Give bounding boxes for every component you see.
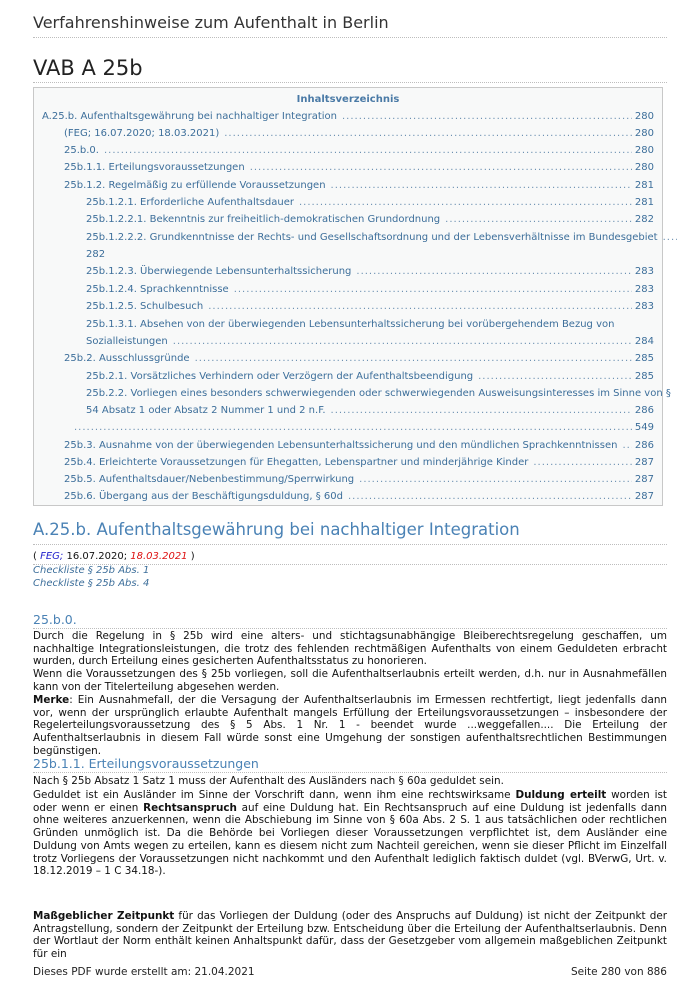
page-title: VAB A 25b — [33, 56, 143, 80]
checklist-link[interactable]: Checkliste § 25b Abs. 4 — [33, 578, 150, 589]
running-header: Verfahrenshinweise zum Aufenthalt in Berlin — [33, 13, 389, 32]
toc-entry[interactable]: 54 Absatz 1 oder Absatz 2 Nummer 1 und 2 n.F. ..... 286 — [86, 402, 654, 419]
toc-entry[interactable]: 25b.1.2.5. Schulbesuch ..... 283 — [86, 298, 654, 315]
paragraph: Wenn die Voraussetzungen des § 25b vorliegen, soll die Aufenthaltserlaubnis erteilt werden, d.h. nur in Ausnahmefällen kann von der Titelerteilung abgesehen werden. — [33, 668, 667, 693]
toc-entry[interactable]: 25b.4. Erleichterte Voraussetzungen für Ehegatten, Lebenspartner und minderjährige Kinder ..... 287 — [64, 454, 654, 471]
toc-entry[interactable]: 25b.1.2.1. Erforderliche Aufenthaltsdauer ..... 281 — [86, 194, 654, 211]
checklist-link[interactable]: Checkliste § 25b Abs. 1 — [33, 565, 150, 576]
footer-page-number: Seite 280 von 886 — [570, 966, 667, 978]
toc-entry[interactable]: 25b.1.1. Erteilungsvoraussetzungen ..... 280 — [64, 159, 654, 176]
toc-entry[interactable]: 25b.5. Aufenthaltsdauer/Nebenbestimmung/Sperrwirkung ..... 287 — [64, 471, 654, 488]
toc-entry[interactable]: 25b.1.3.1. Absehen von der überwiegenden Lebensunterhaltssicherung bei vorübergehendem Bezug von — [86, 319, 615, 330]
toc-entry[interactable]: (FEG; 16.07.2020; 18.03.2021) ..... 280 — [64, 125, 654, 142]
divider — [33, 628, 667, 629]
divider — [33, 37, 667, 38]
toc-entry[interactable]: Sozialleistungen ..... 284 — [86, 333, 654, 350]
toc-entry[interactable]: ..... 549 — [74, 419, 654, 436]
toc-entry[interactable]: 25b.1.2.4. Sprachkenntnisse ..... 283 — [86, 281, 654, 298]
toc-entry[interactable]: 25b.1.2.3. Überwiegende Lebensunterhaltssicherung ..... 283 — [86, 263, 654, 280]
subsection-heading: 25.b.0. — [33, 612, 77, 627]
toc-entry[interactable]: 25b.2. Ausschlussgründe ..... 285 — [64, 350, 654, 367]
divider — [33, 544, 667, 545]
toc-entry[interactable]: 25b.3. Ausnahme von der überwiegenden Lebensunterhaltssicherung und den mündlichen Sprachkenntnissen ..... 286 — [64, 437, 654, 454]
paragraph: Geduldet ist ein Ausländer im Sinne der Vorschrift dann, wenn ihm eine rechtswirksame Duldung erteilt worden ist oder wenn er einen Rechtsanspruch auf eine Duldung hat. Ein Rechtsanspruch auf eine Duldung ist jedenfalls dann ohne weiteres anzuerkennen, wenn die Abschiebung im Sinne von § 60a Abs. 2 S. 1 aus tatsächlichen oder rechtlichen Gründen unmöglich ist. Da die Behörde bei Vorliegen dieser Voraussetzungen verpflichtet ist, dem Ausländer eine Duldung von Amts wegen zu erteilen, kann es diesem nicht zum Nachteil gereichen, wenn sie dieser Pflicht im Einzelfall trotz Vorliegens der Voraussetzungen nicht nachkommt und den Aufenthalt lediglich faktisch duldet (vgl. BVerwG, Urt. v. 18.12.2019 – 1 C 34.18-). — [33, 789, 668, 878]
table-of-contents — [33, 87, 671, 506]
footer-created: Dieses PDF wurde erstellt am: 21.04.2021 — [33, 966, 255, 978]
toc-entry[interactable]: 25b.2.1. Vorsätzliches Verhindern oder Verzögern der Aufenthaltsbeendigung ..... 285 — [86, 368, 654, 385]
toc-entry[interactable]: 25.b.0. ..... 280 — [64, 142, 654, 159]
section-heading: A.25.b. Aufenthaltsgewährung bei nachhaltiger Integration — [33, 520, 520, 539]
subsection-heading: 25b.1.1. Erteilungsvoraussetzungen — [33, 756, 259, 771]
divider — [33, 772, 667, 773]
toc-entry-page: 282 — [86, 249, 106, 260]
paragraph: Merke: Ein Ausnahmefall, der die Versagung der Aufenthaltserlaubnis im Ermessen rechtfertigt, liegt jedenfalls dann vor, wenn der ursprünglich erlaubte Aufenthalt mangels Erfüllung der Erteilungsvoraussetzungen – insbesondere der Regelerteilungsvoraussetzung des § 5 Abs. 1 Nr. 1 - beendet wurde ...weggefallen.... Die Erteilung der Aufenthaltserlaubnis in diesem Fall würde sonst eine Umgehung der sonstigen aufenthaltsrechtlichen Bestimmungen begünstigen. — [33, 694, 667, 757]
amended-date: 18.03.2021 — [130, 551, 188, 562]
paragraph: Durch die Regelung in § 25b wird eine alters- und stichtagsunabhängige Bleiberechtsregelung geschaffen, um nachhaltige Integrationsleistungen, die trotz des fehlenden rechtmäßigen Aufenthalts von einem Geduldeten erbracht wurden, durch Erteilung eines gesicherten Aufenthaltsstatus zu honorieren. — [33, 630, 667, 668]
toc-entry[interactable]: 25b.1.2.2.2. Grundkenntnisse der Rechts- und Gesellschaftsordnung und der Lebensverhältnisse im Bundesgebiet ..... — [86, 229, 654, 246]
toc-entry[interactable]: 25b.6. Übergang aus der Beschäftigungsduldung, § 60d ..... 287 — [64, 488, 654, 505]
divider — [33, 82, 667, 83]
paragraph: Maßgeblicher Zeitpunkt für das Vorliegen der Duldung (oder des Anspruchs auf Duldung) ist nicht der Zeitpunkt der Antragstellung, sondern der Zeitpunkt der Erteilung bzw. Entscheidung über die Erteilung der Aufenthaltserlaubnis. Denn der Wortlaut der Norm enthält keinen Anhaltspunkt dafür, dass der Gesetzgeber vom allgemein maßgeblichen Zeitpunkt für ein — [33, 910, 667, 961]
toc-entry[interactable]: 25b.2.2. Vorliegen eines besonders schwerwiegenden oder schwerwiegenden Ausweisungsinteresses im Sinne von § — [86, 388, 671, 399]
footnote-line: ( FEG; 16.07.2020; 18.03.2021 ) — [33, 551, 195, 562]
toc-entry[interactable]: A.25.b. Aufenthaltsgewährung bei nachhaltiger Integration ..... 280 — [42, 108, 654, 125]
toc-entry[interactable]: 25b.1.2. Regelmäßig zu erfüllende Voraussetzungen ..... 281 — [64, 177, 654, 194]
feg-link[interactable]: FEG; — [40, 551, 64, 562]
paragraph: Nach § 25b Absatz 1 Satz 1 muss der Aufenthalt des Ausländers nach § 60a geduldet sein. — [33, 775, 504, 787]
toc-entry[interactable]: 25b.1.2.2.1. Bekenntnis zur freiheitlich-demokratischen Grundordnung ..... 282 — [86, 211, 654, 228]
toc-title: Inhaltsverzeichnis — [296, 94, 400, 105]
